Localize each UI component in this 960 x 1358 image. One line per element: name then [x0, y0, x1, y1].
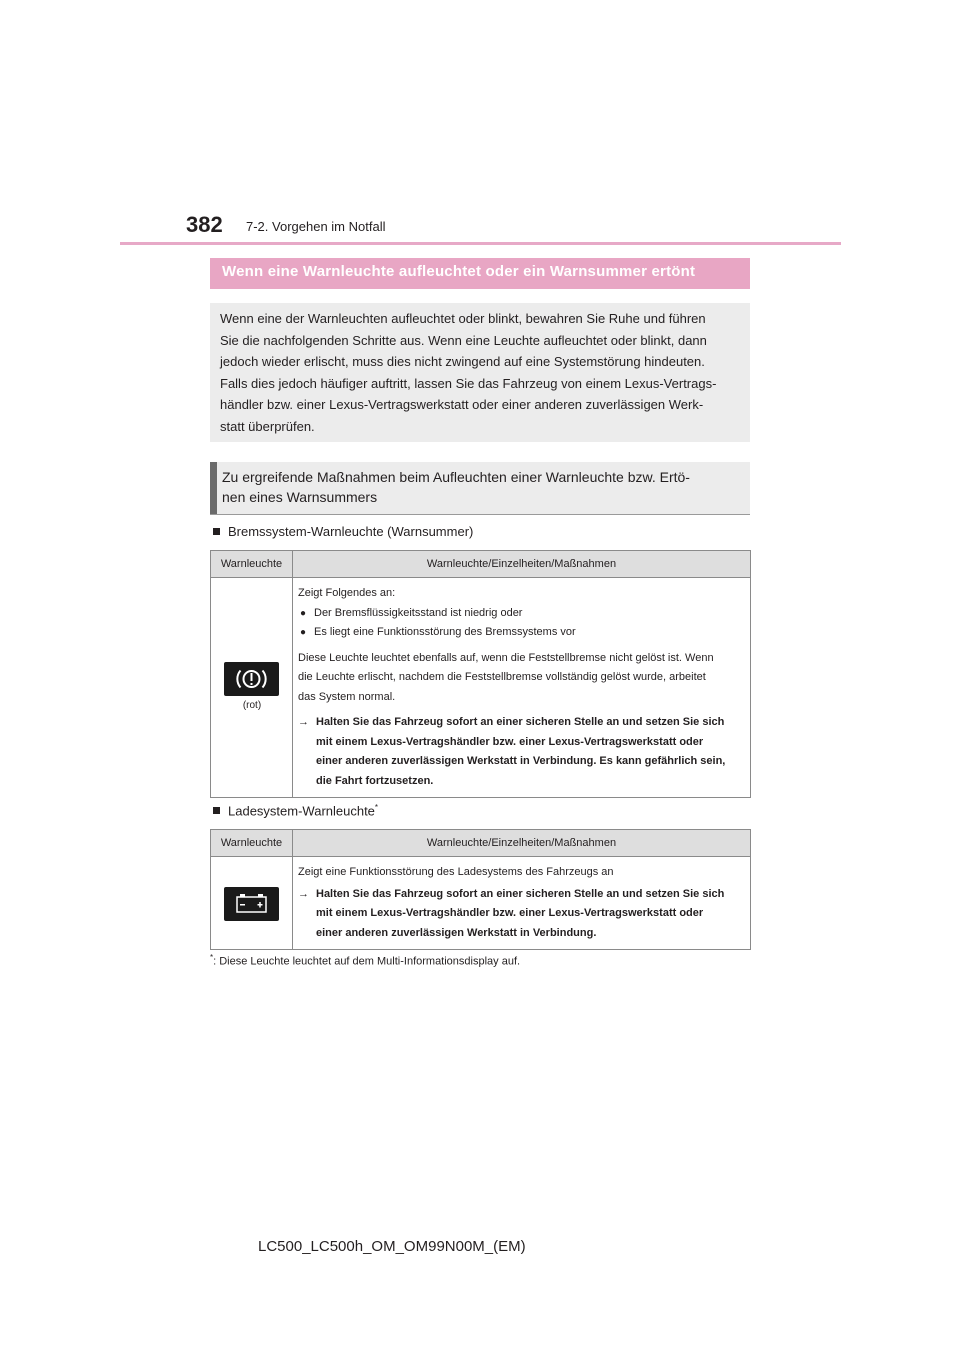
charging-warning-table — [210, 829, 751, 950]
intro-line: statt überprüfen. — [220, 418, 315, 434]
intro-line: Falls dies jedoch häufiger auftritt, lassen Sie das Fahrzeug von einem Lexus-Vertrags- — [220, 375, 717, 391]
details-content — [293, 578, 750, 797]
footnote-text: : Diese Leuchte leuchtet auf dem Multi-Informationsdisplay auf. — [213, 955, 521, 968]
list-item: ● Der Bremsflüssigkeitsstand ist niedrig oder — [298, 604, 745, 624]
intro-line: Wenn eine der Warnleuchten aufleuchtet oder blinkt, bewahren Sie Ruhe und führen — [220, 311, 706, 326]
column-header-details: Warnleuchte/Einzelheiten/Maßnahmen — [293, 551, 751, 578]
intro-line: Sie die nachfolgenden Schritte aus. Wenn eine Leuchte aufleuchtet oder blinkt, dann — [220, 332, 707, 348]
details-cell — [293, 857, 751, 950]
section-title: 7-2. Vorgehen im Notfall — [246, 219, 386, 234]
arrow-icon: → — [298, 887, 309, 900]
action-line: die Fahrt fortzusetzen. — [316, 774, 434, 787]
list-item: ● Es liegt eine Funktionsstörung des Bremssystems vor — [298, 623, 745, 643]
lamp-color-caption: (rot) — [242, 700, 262, 711]
shows-text: Zeigt eine Funktionsstörung des Ladesystems des Fahrzeugs an — [298, 866, 614, 878]
note-line: Diese Leuchte leuchtet ebenfalls auf, wenn die Feststellbremse nicht gelöst ist. Wenn — [298, 651, 714, 664]
footer-model-code: LC500_LC500h_OM_OM99N00M_(EM) — [258, 1238, 526, 1255]
table-row — [211, 857, 751, 950]
column-header-details: Warnleuchte/Einzelheiten/Maßnahmen — [293, 830, 751, 857]
action-line: einer anderen zuverlässigen Werkstatt in Verbindung. — [316, 926, 597, 939]
battery-warning-icon — [224, 887, 279, 921]
action-line: Halten Sie das Fahrzeug sofort an einer sicheren Stelle an und setzen Sie sich — [316, 887, 725, 900]
footnote-marker: * — [374, 803, 379, 812]
intro-text — [220, 308, 740, 437]
table-header-row — [211, 830, 751, 857]
intro-line: händler bzw. einer Lexus-Vertragswerkstatt oder einer anderen zuverlässigen Werk- — [220, 397, 704, 412]
brake-section-title — [213, 524, 473, 539]
note-line: das System normal. — [298, 690, 396, 703]
details-cell — [293, 578, 751, 798]
column-header-lamp: Warnleuchte — [211, 551, 293, 578]
table-header-row — [211, 551, 751, 578]
subsection-heading — [210, 462, 750, 515]
heading-line: Zu ergreifende Maßnahmen beim Aufleuchten einer Warnleuchte bzw. Ertö- — [222, 469, 690, 485]
subsection-heading-text — [222, 467, 742, 507]
topic-banner — [210, 258, 750, 289]
action-text — [298, 885, 745, 944]
shows-text: Zeigt Folgendes an: — [298, 587, 396, 599]
header-divider — [120, 242, 841, 245]
square-bullet-icon — [213, 528, 220, 535]
intro-line: jedoch wieder erlischt, muss dies nicht zwingend auf eine Systemstörung hindeuten. — [220, 354, 705, 369]
action-line: einer anderen zuverlässigen Werkstatt in Verbindung. Es kann gefährlich sein, — [316, 755, 726, 767]
lamp-cell — [211, 578, 293, 798]
intro-box — [210, 303, 750, 442]
action-line: mit einem Lexus-Vertragshändler bzw. einer Lexus-Vertragswerkstatt oder — [316, 907, 704, 919]
action-text — [298, 713, 745, 791]
charging-section-title-text: Ladesystem-Warnleuchte — [228, 803, 375, 819]
brake-warning-table — [210, 550, 751, 798]
heading-line: nen eines Warnsummers — [222, 489, 378, 505]
action-line: mit einem Lexus-Vertragshändler bzw. einer Lexus-Vertragswerkstatt oder — [316, 735, 704, 748]
charging-section-title — [213, 803, 378, 818]
brake-warning-icon — [224, 662, 279, 696]
details-content — [293, 857, 750, 949]
square-bullet-icon — [213, 807, 220, 814]
column-header-lamp: Warnleuchte — [211, 830, 293, 857]
page-number: 382 — [186, 212, 223, 237]
footnote-marker: * — [210, 953, 214, 962]
lamp-cell — [211, 857, 293, 950]
action-line: Halten Sie das Fahrzeug sofort an einer sicheren Stelle an und setzen Sie sich — [316, 716, 725, 728]
brake-section-title-text: Bremssystem-Warnleuchte (Warnsummer) — [228, 524, 474, 539]
banner-title: Wenn eine Warnleuchte aufleuchtet oder ein Warnsummer ertönt — [222, 263, 696, 280]
arrow-icon: → — [298, 716, 309, 728]
note-line: die Leuchte erlischt, nachdem die Feststellbremse vollständig gelöst wurde, arbeitet — [298, 671, 706, 683]
heading-accent-bar — [210, 462, 217, 514]
footnote — [210, 953, 520, 968]
table-row — [211, 578, 751, 798]
